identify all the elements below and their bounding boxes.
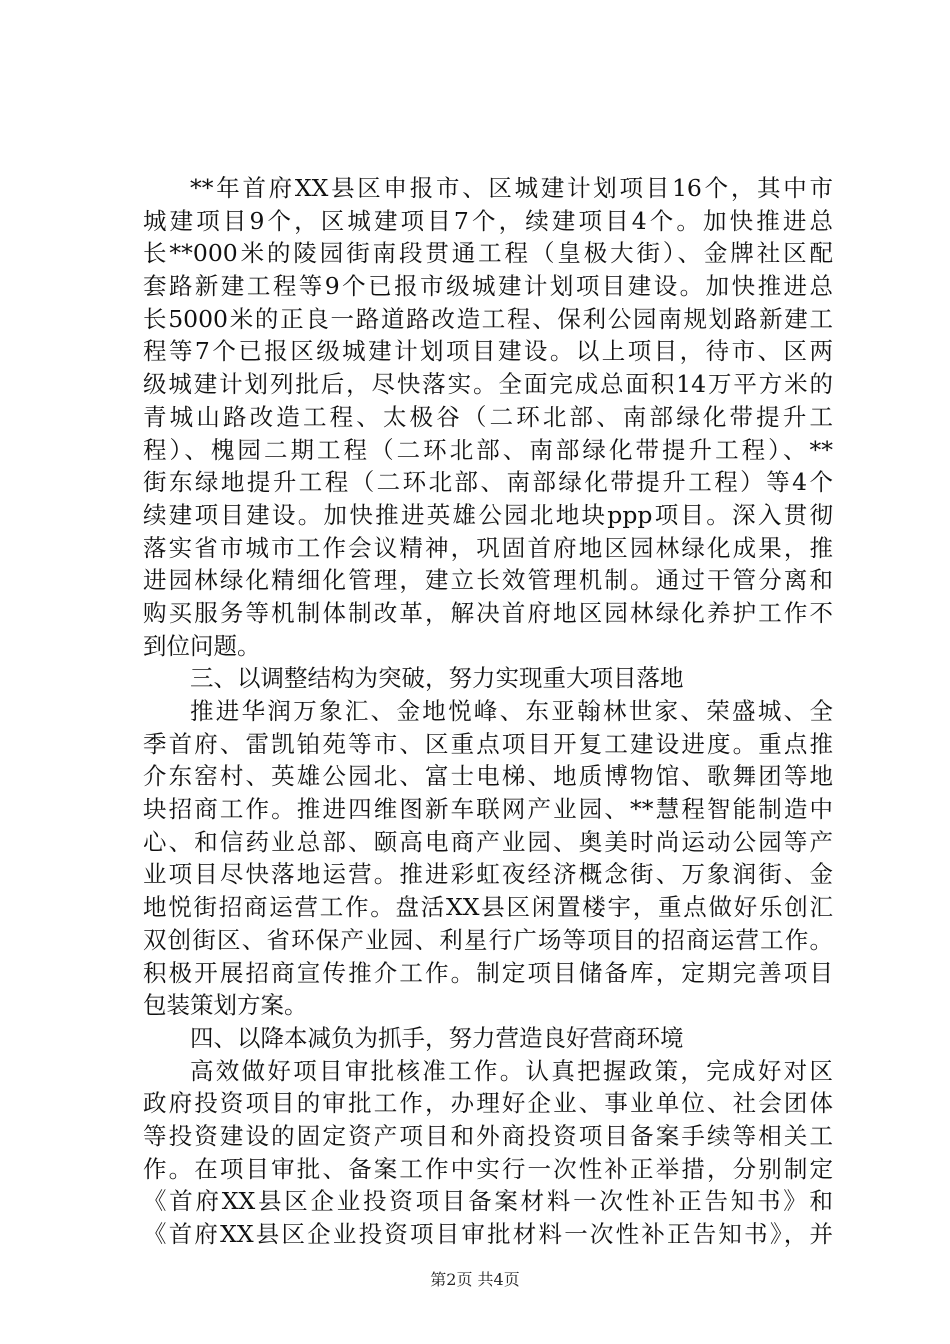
paragraph-line: 进园林绿化精细化管理，建立长效管理机制。通过干管分离和: [143, 566, 833, 595]
paragraph-line: **年首府XX县区申报市、区城建计划项目16个，其中市: [190, 174, 833, 202]
paragraph-line: 落实省市城市工作会议精神，巩固首府地区园林绿化成果，推: [143, 533, 833, 562]
paragraph-line: 季首府、雷凯铂苑等市、区重点项目开复工建设进度。重点推: [143, 729, 833, 758]
paragraph-line: 城建项目9个，区城建项目7个，续建项目4个。加快推进总: [143, 206, 833, 235]
paragraph-line: 青城山路改造工程、太极谷（二环北部、南部绿化带提升工: [143, 402, 833, 431]
paragraph-line: 等投资建设的固定资产项目和外商投资项目备案手续等相关工: [143, 1121, 833, 1150]
paragraph-line: 程）、槐园二期工程（二环北部、南部绿化带提升工程）、**: [143, 435, 833, 464]
paragraph-line: 套路新建工程等9个已报市级城建计划项目建设。加快推进总: [143, 272, 833, 301]
paragraph-line: 长5000米的正良一路道路改造工程、保利公园南规划路新建工: [143, 304, 833, 333]
paragraph-line: 作。在项目审批、备案工作中实行一次性补正举措，分别制定: [143, 1154, 833, 1183]
paragraph-line: 购买服务等机制体制改革，解决首府地区园林绿化养护工作不: [143, 598, 833, 627]
paragraph-line: 长**000米的陵园街南段贯通工程（皇极大街）、金牌社区配: [143, 239, 833, 268]
paragraph-line: 《首府XX县区企业投资项目审批材料一次性补正告知书》，并: [143, 1220, 833, 1248]
paragraph-line: 积极开展招商宣传推介工作。制定项目储备库，定期完善项目: [143, 958, 833, 987]
paragraph-line: 高效做好项目审批核准工作。认真把握政策，完成好对区: [190, 1056, 833, 1085]
page-number-footer: 第2页 共4页: [430, 1270, 520, 1289]
paragraph-line: 街东绿地提升工程（二环北部、南部绿化带提升工程）等4个: [143, 468, 833, 497]
paragraph-line: 介东窑村、英雄公园北、富士电梯、地质博物馆、歌舞团等地: [143, 762, 833, 791]
paragraph-line: 续建项目建设。加快推进英雄公园北地块ppp项目。深入贯彻: [143, 500, 833, 529]
section-heading-4: 四、以降本减负为抓手，努力营造良好营商环境: [190, 1023, 684, 1052]
paragraph-line: 到位问题。: [143, 631, 261, 660]
paragraph-line: 心、和信药业总部、颐高电商产业园、奥美时尚运动公园等产: [143, 827, 833, 856]
section-heading-3: 三、以调整结构为突破，努力实现重大项目落地: [190, 664, 684, 693]
paragraph-line: 双创街区、省环保产业园、利星行广场等项目的招商运营工作。: [143, 925, 833, 954]
paragraph-line: 业项目尽快落地运营。推进彩虹夜经济概念街、万象润街、金: [143, 860, 833, 889]
document-body: [143, 172, 833, 1251]
paragraph-line: 程等7个已报区级城建计划项目建设。以上项目，待市、区两: [143, 337, 833, 366]
paragraph-line: 级城建计划列批后，尽快落实。全面完成总面积14万平方米的: [143, 370, 833, 399]
paragraph-line: 《首府XX县区企业投资项目备案材料一次性补正告知书》和: [143, 1187, 833, 1216]
paragraph-line: 块招商工作。推进四维图新车联网产业园、**慧程智能制造中: [143, 795, 833, 824]
paragraph-line: 地悦街招商运营工作。盘活XX县区闲置楼宇，重点做好乐创汇: [143, 893, 833, 922]
paragraph-line: 包装策划方案。: [143, 991, 308, 1020]
paragraph-line: 推进华润万象汇、金地悦峰、东亚翰林世家、荣盛城、全: [190, 697, 833, 725]
paragraph-line: 政府投资项目的审批工作，办理好企业、事业单位、社会团体: [143, 1089, 833, 1118]
